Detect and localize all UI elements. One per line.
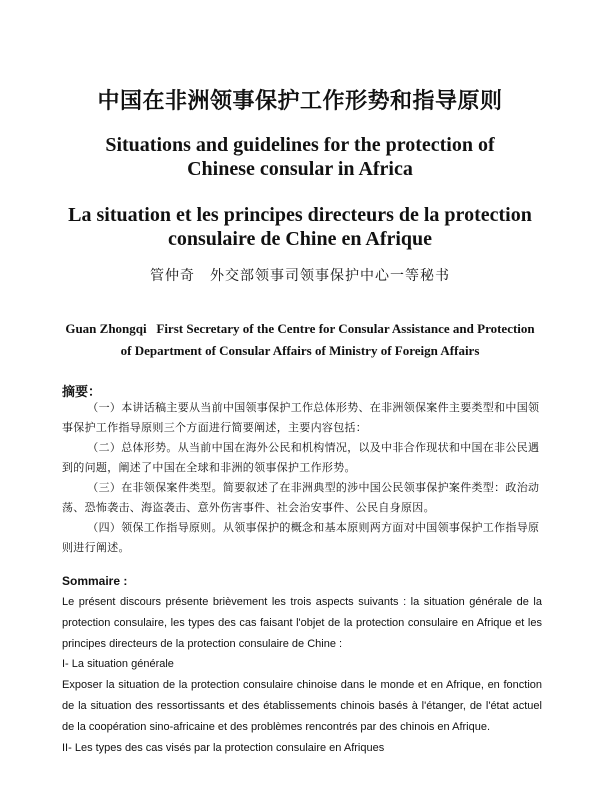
sommaire-paragraph: II- Les types des cas visés par la protection consulaire en Afriques bbox=[62, 741, 385, 754]
title-chinese: 中国在非洲领事保护工作形势和指导原则 bbox=[97, 88, 503, 114]
abstract-paragraph: （三）在非领保案件类型。简要叙述了在非洲典型的涉中国公民领事保护案件类型：政治动荡、恐怖袭击、海盗袭击、意外伤害事件、社会治安事件、公民自身原因。 bbox=[62, 481, 540, 514]
author-position: First Secretary of the Centre for Consular Assistance and Protection bbox=[156, 321, 535, 336]
author-english-line-2: of Department of Consular Affairs of Ministry of Foreign Affairs bbox=[120, 343, 480, 358]
title-english-line-2: Chinese consular in Africa bbox=[187, 158, 413, 180]
sommaire-paragraph: Le présent discours présente brièvement les trois aspects suivants : la situation générale de la protection consulaire, les types des cas faisant l'objet de la protection consulaire en Afrique et les principes directeurs de la protection consulaire de Chine : bbox=[62, 596, 542, 650]
abstract-paragraph: （一）本讲话稿主要从当前中国领事保护工作总体形势、在非洲领保案件主要类型和中国领事保护工作指导原则三个方面进行简要阐述，主要内容包括： bbox=[62, 401, 540, 434]
title-french bbox=[0, 203, 600, 251]
sommaire-paragraph: Exposer la situation de la protection consulaire chinoise dans le monde et en Afrique, en fonction de la situation des ressortissants et des établissements chinois basés à l'étanger, de l'état actuel de la coopération sino-africaine et des problèmes rencontrés par des chinois en Afrique. bbox=[62, 679, 542, 733]
abstract-paragraph: （四）领保工作指导原则。从领事保护的概念和基本原则两方面对中国领事保护工作指导原则进行阐述。 bbox=[62, 521, 540, 554]
sommaire-body bbox=[62, 592, 542, 758]
abstract-heading: 摘要： bbox=[62, 385, 102, 400]
abstract-body bbox=[62, 398, 542, 558]
abstract-paragraph: （二）总体形势。从当前中国在海外公民和机构情况，以及中非合作现状和中国在非公民遇到的问题，阐述了中国在全球和非洲的领事保护工作形势。 bbox=[62, 441, 540, 474]
author-english bbox=[60, 318, 540, 362]
sommaire-heading: Sommaire : bbox=[62, 574, 128, 588]
author-name: Guan Zhongqi bbox=[65, 321, 147, 336]
author-english-line-1 bbox=[60, 318, 540, 340]
title-french-line-1: La situation et les principes directeurs de la protection bbox=[68, 204, 532, 226]
author-chinese: 管仲奇 外交部领事司领事保护中心一等秘书 bbox=[150, 268, 450, 284]
sommaire-paragraph: I- La situation générale bbox=[62, 658, 174, 671]
title-english bbox=[0, 133, 600, 181]
title-french-line-2: consulaire de Chine en Afrique bbox=[167, 228, 433, 250]
title-english-line-1: Situations and guidelines for the protection of bbox=[105, 134, 495, 156]
